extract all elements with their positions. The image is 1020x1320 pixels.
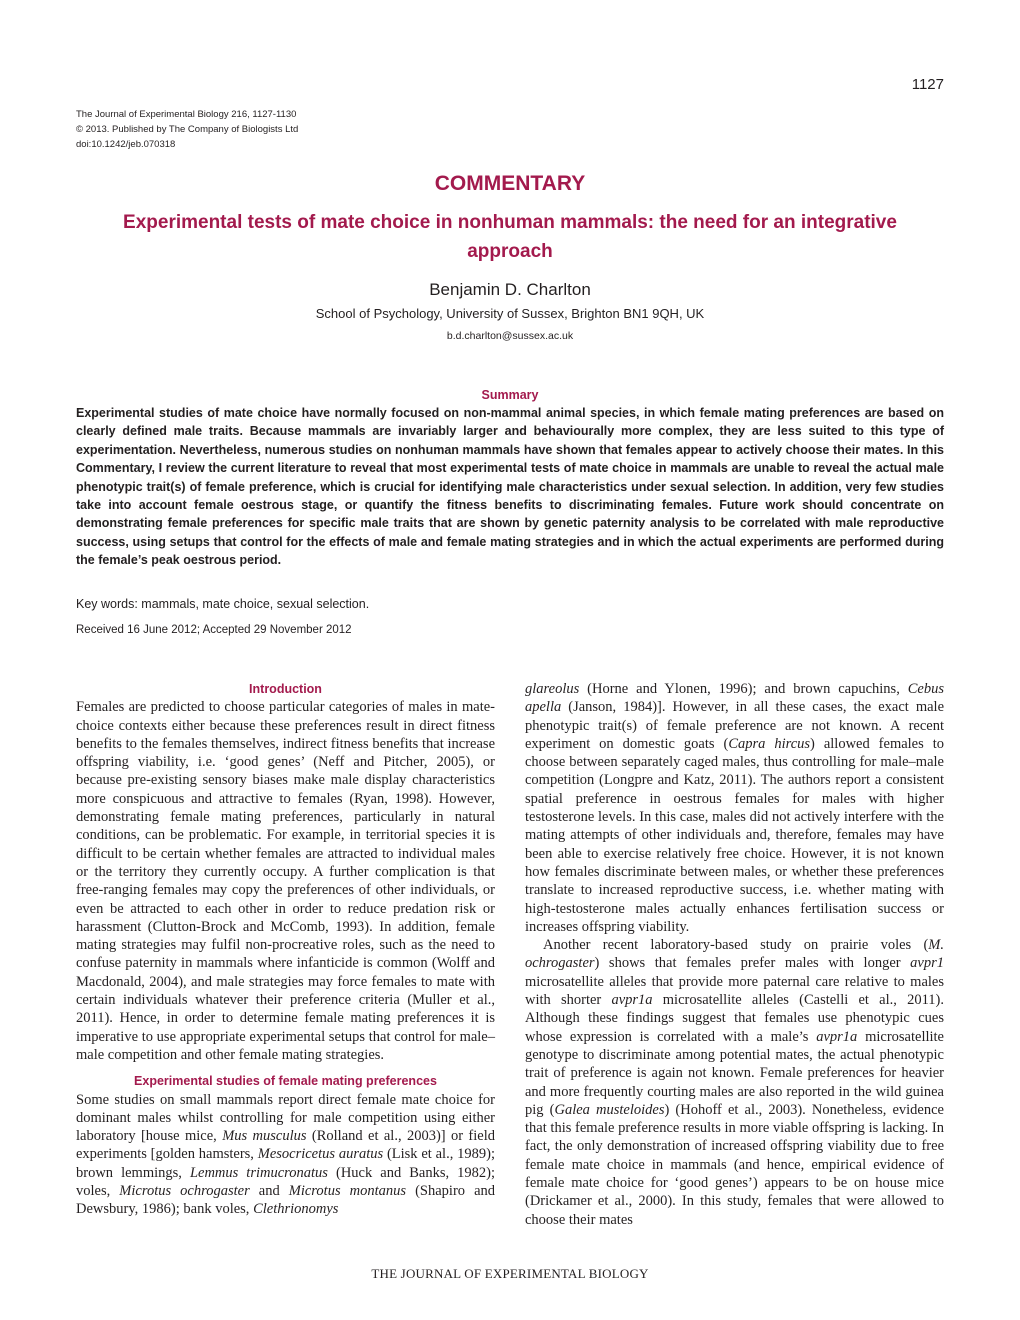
prairie-voles-paragraph: Another recent laboratory-based study on prairie voles (M. ochrogaster) shows that females prefer males with longer avpr1 microsatellite alleles that provide more paternal care relative to males with shorter avpr1a microsatellite alleles (Castelli et al., 2011). Although these findings suggest that females use phenotypic cues whose expression is correlated with a male’s avpr1a microsatellite genotype to discriminate among potential mates, the actual phenotypic trait of preference is again not known. Female preferences for heavier and more frequently courting males are also reported in the wild guinea pig (Galea musteloides) (Hohoff et al., 2003). Nonetheless, evidence that this female preference results in more viable offspring is lacking. In fact, the only demonstration of increased offspring viability due to free female mate choice in mammals (and hence, empirical evidence of female mate choice for ‘good genes’) appears to be on house mice (Drickamer et al., 2000). In this study, females that were allowed to choose their mates	[525, 937, 944, 1228]
body-column-right	[525, 680, 944, 1229]
species-name: Microtus ochrogaster	[119, 1183, 250, 1200]
body-column-left	[76, 680, 495, 1219]
doi-link[interactable]: doi:10.1242/jeb.070318	[76, 139, 176, 150]
species-name: Clethrionomys	[253, 1201, 339, 1218]
continued-paragraph: glareolus (Horne and Ylonen, 1996); and brown capuchins, Cebus apella (Janson, 1984)]. However, in all these cases, the exact male phenotypic trait(s) of female preference are not known. A recent experiment on domestic goats (Capra hircus) allowed females to choose between separately caged males, thus controlling for male–male competition (Longpre and Katz, 2011). The authors report a consistent spatial preference in oestrous females for males with higher testosterone levels. In this case, males did not actively interfere with the mating attempts of other individuals and, therefore, females may have been able to exercise relatively free choice. However, it is not known how females discriminate between males, or whether these preferences translate to increased reproductive success, i.e. whether mating with high-testosterone males actually enhances fertilisation success or increases offspring viability.	[525, 681, 944, 935]
copyright-line: © 2013. Published by The Company of Biologists Ltd	[76, 124, 299, 135]
introduction-heading: Introduction	[249, 682, 322, 696]
journal-footer: THE JOURNAL OF EXPERIMENTAL BIOLOGY	[371, 1266, 649, 1281]
author-affiliation: School of Psychology, University of Sussex, Brighton BN1 9QH, UK	[315, 306, 705, 321]
gene-name: avpr1	[910, 955, 944, 972]
experimental-studies-heading: Experimental studies of female mating preferences	[134, 1074, 437, 1089]
species-name: Galea musteloides	[554, 1101, 665, 1118]
gene-name: avpr1a	[611, 992, 653, 1009]
species-name: M. ochrogaster	[525, 937, 944, 972]
species-name: glareolus	[525, 681, 580, 697]
journal-meta	[76, 107, 298, 152]
gene-name: avpr1a	[816, 1028, 858, 1045]
introduction-paragraph: Females are predicted to choose particular categories of males in mate-choice contexts either because these preferences result in direct fitness benefits to the females themselves, indirect fitness benefits that increase offspring viability, i.e. ‘good genes’ (Neff and Pitcher, 2005), or because pre-existing sensory biases make male display characteristics more conspicuous and attractive to females (Ryan, 1998). However, demonstrating female mating preferences, particularly in natural conditions, can be problematic. For example, in territorial species it is difficult to be certain whether females are attracted to individual males or the territory they currently occupy. A further complication is that free-ranging females may copy the preferences of other individuals, or even be attracted to each other in order to reduce predation risk or harassment (Clutton-Brock and McComb, 1993). In addition, female mating strategies may fulfil non-procreative roles, such as the need to confuse paternity in mammals where infanticide is common (Wolff and Macdonald, 2004), and male strategies may force females to mate with certain individuals whatever their preference criteria (Muller et al., 2011). Hence, in order to determine female mating preferences it is imperative to use appropriate experimental setups that control for male–male competition and other female mating strategies.	[76, 699, 495, 1063]
summary-heading: Summary	[481, 388, 539, 402]
species-name: Mesocricetus auratus	[257, 1146, 384, 1163]
species-name: Capra hircus	[728, 735, 811, 752]
species-name: Mus musculus	[222, 1128, 307, 1145]
author-email[interactable]: b.d.charlton@sussex.ac.uk	[446, 330, 574, 342]
received-dates: Received 16 June 2012; Accepted 29 November 2012	[76, 624, 352, 636]
species-name: Cebus apella	[525, 681, 944, 716]
summary-text: Experimental studies of mate choice have normally focused on non-mammal animal species, in which female mating preferences are based on clearly defined male traits. Because mammals are invariably larger and behaviourally more complex, they are less suited to this type of experimentation. Nevertheless, numerous studies on nonhuman mammals have shown that females appear to actively choose their mates. In this Commentary, I review the current literature to reveal that most experimental tests of mate choice in mammals are unable to reveal the actual male phenotypic trait(s) of female preference, which is crucial for identifying male characteristics under sexual selection. In addition, very few studies take into account female oestrous stage, or quantify the fitness benefits to discriminating females. Future work should concentrate on demonstrating female preferences for specific male traits that are shown by genetic paternity analysis to be correlated with male reproductive success, using setups that control for the effects of male and female mating strategies and in which the actual experiments are performed during the female’s peak oestrous period.	[76, 406, 944, 568]
experimental-studies-paragraph: Some studies on small mammals report direct female mate choice for dominant males whilst controlling for male competition using either laboratory [house mice, Mus musculus (Rolland et al., 2003)] or field experiments [golden hamsters, Mesocricetus auratus (Lisk et al., 1989); brown lemmings, Lemmus trimucronatus (Huck and Banks, 1982); voles, Microtus ochrogaster and Microtus montanus (Shapiro and Dewsbury, 1986); bank voles, Clethrionomys	[76, 1091, 496, 1218]
journal-citation: The Journal of Experimental Biology 216, 1127-1130	[76, 109, 297, 120]
species-name: Microtus montanus	[288, 1183, 407, 1200]
section-label: COMMENTARY	[434, 172, 586, 195]
page-number: 1127	[911, 76, 944, 93]
species-name: Lemmus trimucronatus	[189, 1164, 328, 1181]
author-name: Benjamin D. Charlton	[429, 280, 591, 299]
article-title: Experimental tests of mate choice in nonhuman mammals: the need for an integrative approach	[123, 212, 897, 262]
key-words: Key words: mammals, mate choice, sexual selection.	[76, 597, 370, 611]
